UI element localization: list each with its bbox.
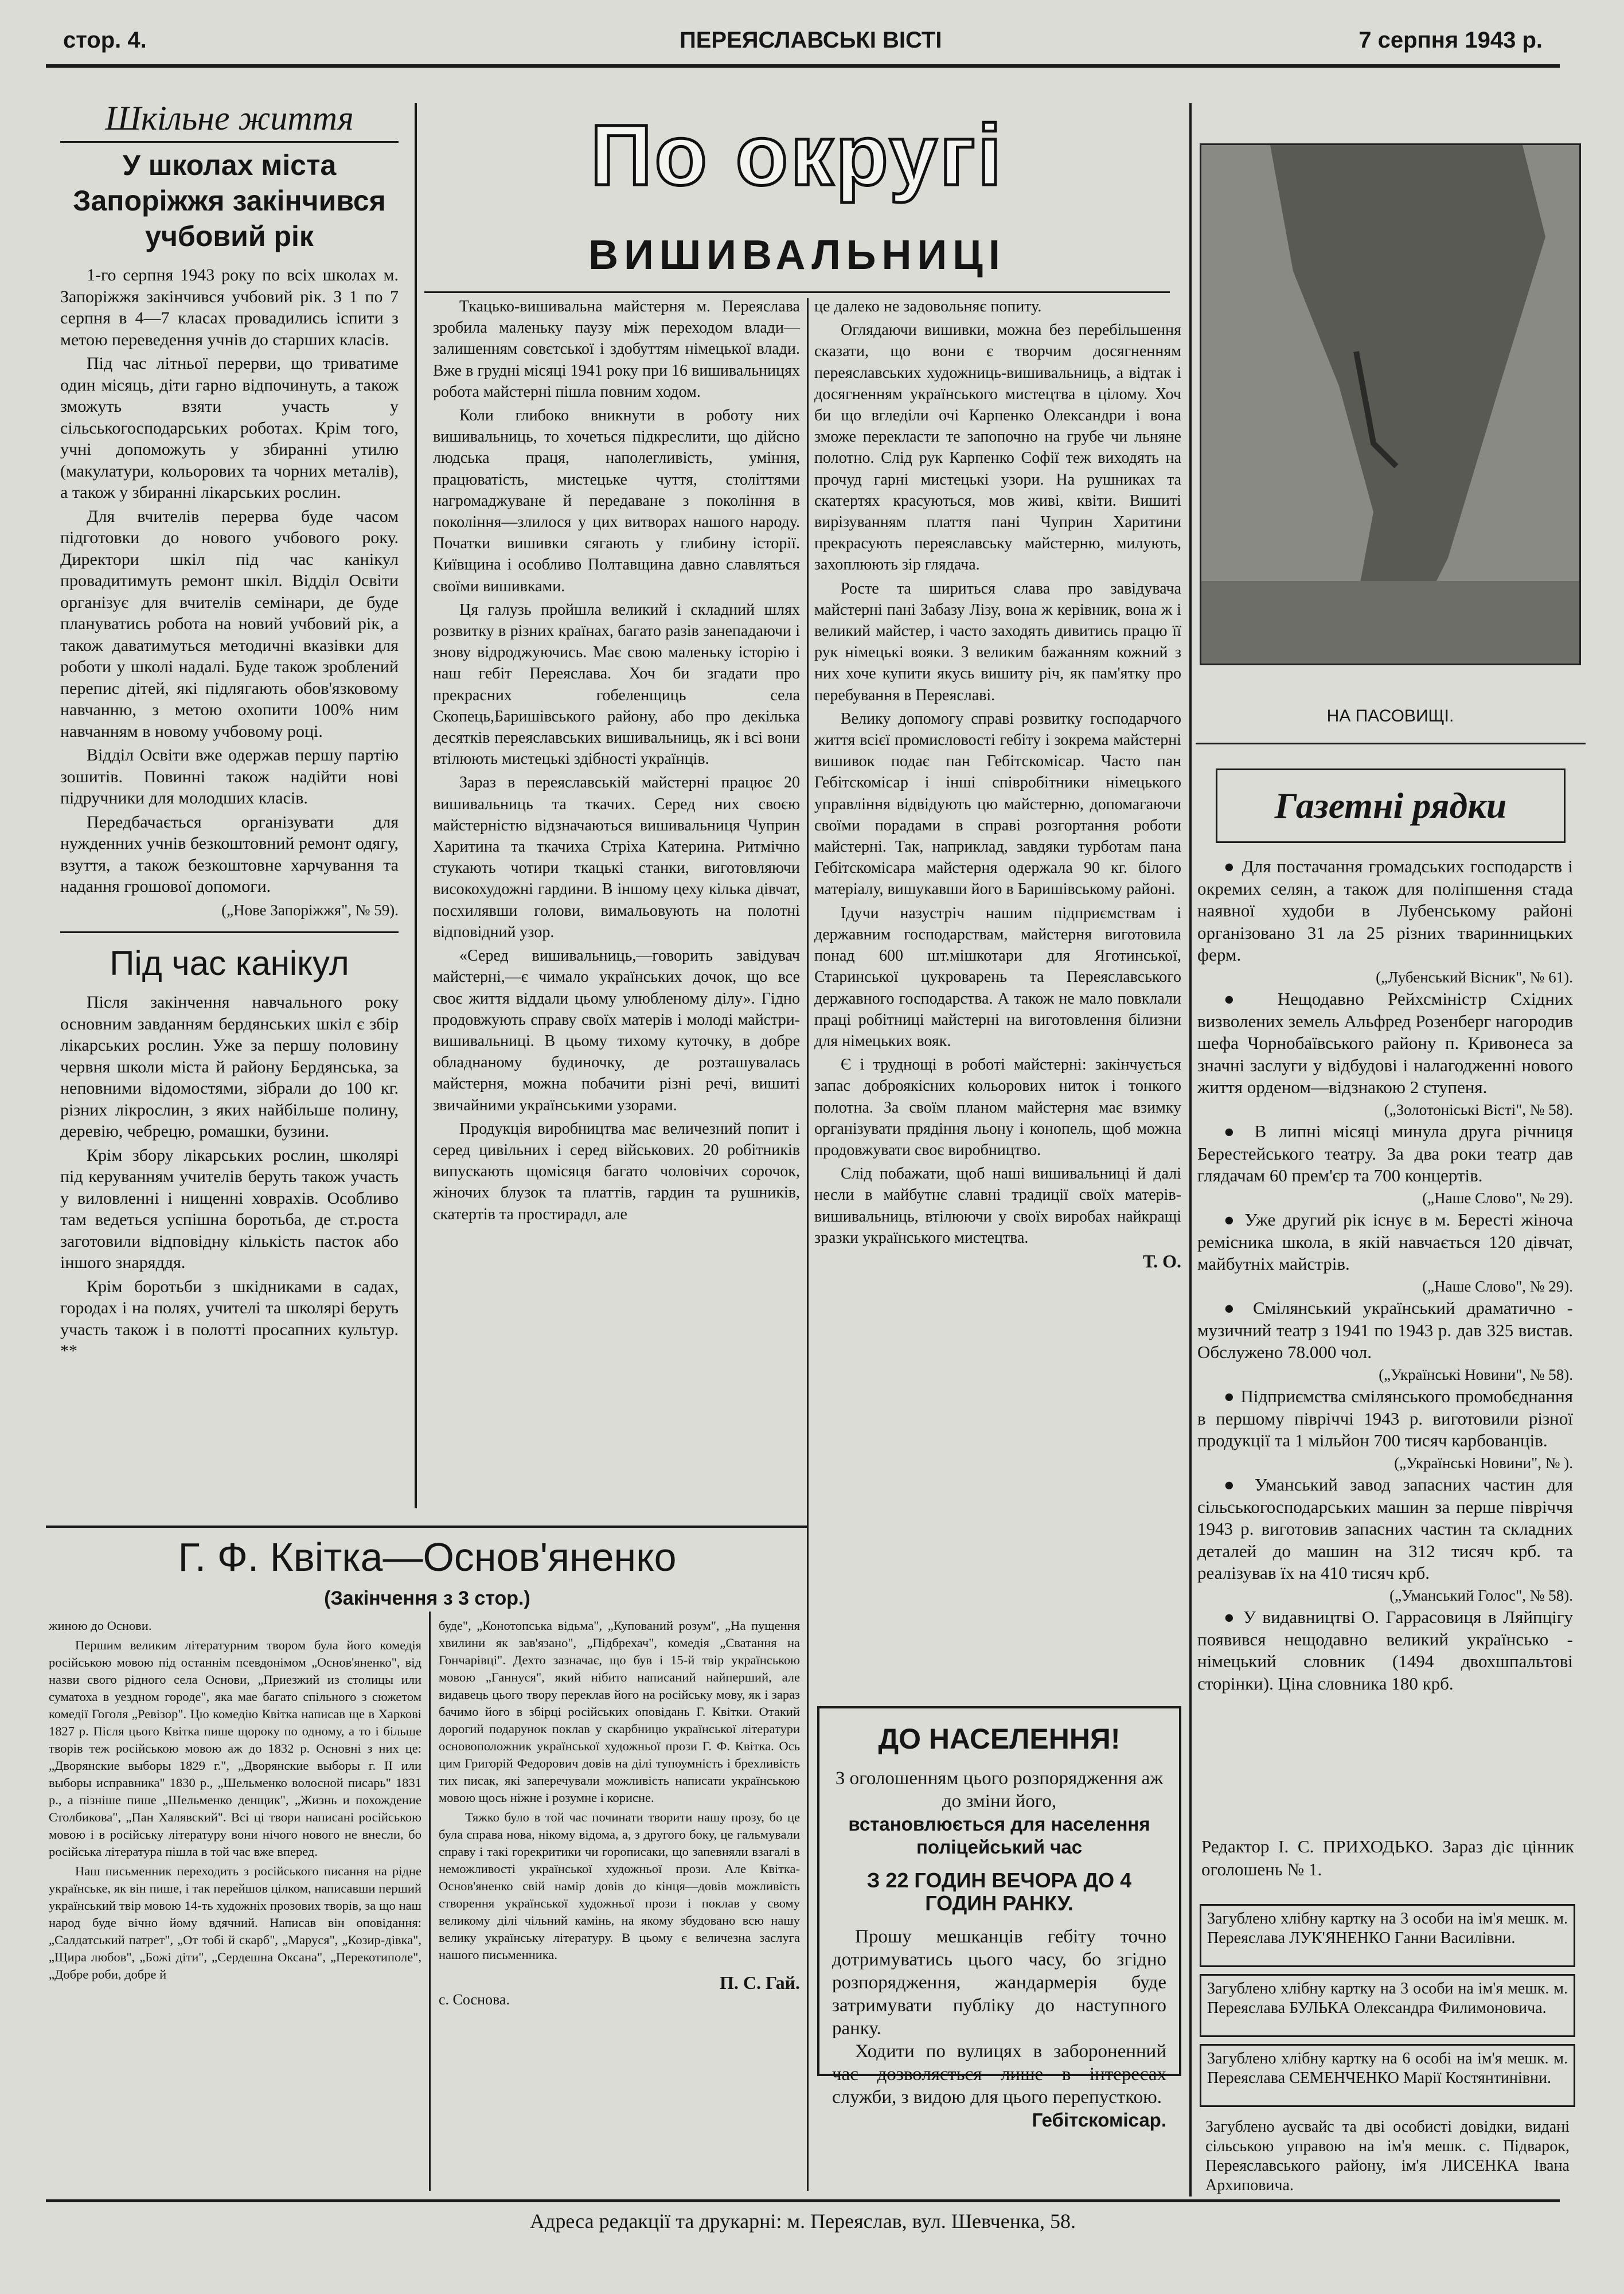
embroiderers-paragraph: Ткацько-вишивальна майстерня м. Переяслава зробила маленьку паузу між переходом влади—залишенням совєтської і здобуттям німецької влади. Вже в грудні місяці 1941 року при 16 вишивальницях робота майстерні пішла повним ходом. bbox=[433, 298, 800, 401]
embroiderers-paragraph: Ідучи назустріч нашим підприємствам і державним господарствам, майстерня виготовила понад 600 шт.мішкотари для Яготинської, Старинської цукроварень та Переяславського державного господарства. А також не мало повклали праці робітниці майстерні на виготовлення білизни для німецьких вояк. bbox=[814, 904, 1181, 1050]
school-paragraph: 1-го серпня 1943 року по всіх школах м. Запоріжжя закінчився учбовий рік. З 1 по 7 серпня в 4—7 класах провадились іспити з метою переведення учнів до старших класів. bbox=[60, 266, 399, 349]
lost-card-ad: Загублено хлібну картку на 3 особи на ім'я мешк. м. Переяслава ЛУК'ЯНЕНКО Ганни Василівни. bbox=[1200, 1904, 1575, 1967]
school-paragraph: Передбачається організувати для нужденних учнів безкоштовний ремонт одягу, взуття, а також безкоштовне харчування та надання грошової допомоги. bbox=[60, 812, 399, 896]
embroiderers-paragraph: Велику допомогу справі розвитку господарчого життя всієї промисловості гебіту і зокрема майстерні вишивок подає пан Гебітскомісар. Часто пан Гебітскомісар і інші співробітники німецького управління відвідують цю майстерню, допомагаючи своїми порадами в справі розгортання роботи майстерні. Так, наприклад, завдяки турботам пана Гебітскомісара майстерня одержала 90 кг. білого матеріалу, вишукавши його в Баришівському районі. bbox=[814, 709, 1181, 899]
school-paragraph: Для вчителів перерва буде часом підготовки до нового учбового року. Директори шкіл під час канікул провадитимуть ремонт шкіл. Відділ Освіти організує для вчителів семінари, де буде плануватись робота на новий учбовий рік, а також даватимуться методичні вказівки для роботи у школі надалі. Буде також зроблений перепис дітей, які підлягають обов'язковому навчанню, з метою охопити 100% ним навчанням в новому учбовому році. bbox=[60, 506, 399, 741]
embroiderers-paragraph: Росте та шириться слава про завідувача майстерні пані Забазу Лізу, вона ж керівник, вона ж і великий майстер, і часто заходять дивитись працю її рук німецькі вояки. З великим бажанням кожний з них хоче купити якусь вишиту річ, як пам'ятку про перебування в Переяславі. bbox=[814, 579, 1181, 704]
kvitka-title: Г. Ф. Квітка—Основ'яненко bbox=[178, 1535, 677, 1579]
address-line: Адреса редакції та друкарні: м. Переяслав, вул. Шевченка, 58. bbox=[530, 2210, 1076, 2233]
news-item: ● Смілянський український драматично - музичний театр з 1941 по 1943 р. дав 325 вистав. Обслужено 78.000 чол. bbox=[1197, 1297, 1573, 1364]
rubric-rule bbox=[60, 141, 399, 143]
bullet-icon bbox=[1224, 1210, 1244, 1230]
article-divider bbox=[60, 931, 399, 933]
kanikuly-title: Під час канікул bbox=[110, 944, 349, 982]
kvitka-paragraph: буде", „Конотопська відьма", „Купований розум", „На пущення хвилини як зав'язано", „Підбрехач", комедія „Сватання на Гончарівці". Дехто зазначає, що був і 15-й твір українською мовою „Ганнуся", який нібито написаний найперший, але видавець цього твору переклав його на російську мову, як і зараз бачимо його в збірці російських оповідань Г. Квітки. Отакий дорогий подарунок поклав у скарбницю української літератури основоположник української художньої прози Г. Ф. Квітка. Ось цим Григорій Федорович довів на ділі тупоумність і брехливість тих писак, які заперечували можливість написати українською мовою щось ніжне і розумне і корисне. bbox=[439, 1618, 800, 1805]
page-header bbox=[63, 28, 1543, 62]
gazetni-ryadky-title: Газетні рядки bbox=[1216, 768, 1566, 843]
embroiderers-rule bbox=[424, 291, 1170, 293]
notice-text: Ходити по вулицях в забороненний час дозволяється лише в інтересах служби, з видою для цього перепусткою. bbox=[832, 2041, 1166, 2108]
embroiderers-col1 bbox=[433, 296, 800, 1227]
newspaper-name: ПЕРЕЯСЛАВСЬКІ ВІСТІ bbox=[680, 28, 942, 53]
embroiderers-paragraph: Ця галузь пройшла великий і складний шлях розвитку в різних країнах, багато разів занепадаючи і знову відроджуючись. Має свою маленьку історію і наш гебіт Переяслава. Хоч би згадати про прекрасних гобеленщиць села Скопець,Баришівського району, або про декілька десятків переяславських вишивальниць, як і всі вони втілюють мистецькі здібності українців. bbox=[433, 600, 800, 768]
kanikuly-body bbox=[60, 992, 399, 1362]
news-source: („Українські Новини", № 58). bbox=[1379, 1366, 1573, 1383]
notice-title: ДО НАСЕЛЕННЯ! bbox=[878, 1723, 1121, 1755]
kanikuly-paragraph: Крім боротьби з шкідниками в садах, городах і на полях, учителі та школярі беруть участь також і в полотті просапних культур. ** bbox=[60, 1277, 399, 1360]
news-item: ● Нещодавно Рейхсміністр Східних визволених земель Альфред Розенберг нагородив шефа Чорнобаївського району п. Кривонеса за значні заслуги у відбудові і налагодженні нового життя орденом—відзнакою 2 ступеня. bbox=[1197, 988, 1573, 1099]
bullet-icon bbox=[1224, 856, 1242, 876]
lost-card-ad: Загублено хлібну картку на 3 особи на ім'я мешк. м. Переяслава БУЛЬКА Олександра Филимоновича. bbox=[1200, 1974, 1575, 2037]
notice-emphasis: встановлюється для населення поліцейський час bbox=[848, 1813, 1150, 1858]
embroiderers-paragraph: Коли глибоко вникнути в роботу них вишивальниць, то хочеться підкреслити, що дійсно людська праця, наполегливість, уміння, працюватість, мистецьке чуття, століттями нагромаджуване й передаване з покоління в покоління—злилося у цих витворах нашого народу. Початки вишивки сягають у глибину історії. Київщина і особливо Полтавщина давно славляться своїми вишивками. bbox=[433, 407, 800, 595]
embroiderers-paragraph: Зараз в переяславській майстерні працює 20 вишивальниць та ткачих. Серед них своєю майстерністю відзначаються вишивальниця Чуприн Харитина та ткачиха Стріха Катерина. Ритмічно стукають чотири ткацькі станки, виготовляючи високохудожні гардини. В іншому цеху кілька дівчат, посхилявши голови, вимальовують на полотні відповідний узор. bbox=[433, 774, 800, 941]
footer-rule bbox=[46, 2199, 1560, 2202]
news-source: („Уманський Голос", № 58). bbox=[1389, 1586, 1573, 1604]
news-item: ● Для постачання громадських господарств і окремих селян, а також для поліпшення стада наявної худоби в Лубенському районі організовано 31 ла 25 різних тваринницьких ферм. bbox=[1197, 856, 1573, 966]
kvitka-col1 bbox=[49, 1617, 421, 1985]
news-source: („Лубенський Вісник", № 61). bbox=[1376, 968, 1573, 986]
lost-documents-ad: Загублено аусвайс та дві особисті довідки, видані сільською управою на ім'я мешк. с. Підварок, Переяславського району, ім'я ЛИСЕНКА Івана Архиповича. bbox=[1205, 2118, 1570, 2194]
embroiderers-paragraph: Продукція виробництва має величезний попит і серед цивільних і серед військових. 20 робітників випускають щомісяця багато чоловічих сорочок, жіночих блузок та платтів, гардин та рушників, скатертів та простирадл, але bbox=[433, 1119, 800, 1223]
embroiderers-signature: Т. О. bbox=[1142, 1250, 1181, 1271]
school-title: У школах міста Запоріжжя закінчився учбовий рік bbox=[73, 149, 386, 252]
school-source: („Нове Запоріжжя", № 59). bbox=[221, 901, 399, 919]
kvitka-paragraph: жиною до Основи. bbox=[49, 1618, 152, 1633]
kvitka-rule bbox=[46, 1526, 809, 1528]
issue-date: 7 серпня 1943 р. bbox=[1358, 28, 1543, 53]
kvitka-subtitle: (Закінчення з 3 стор.) bbox=[324, 1587, 530, 1609]
kanikuly-paragraph: Крім збору лікарських рослин, школярі під керуванням учителів беруть також участь у виловленні і нищенні ховрахів. Особливо там ведеться успішна боротьба, де ст.роста заготовили відповідну кількість пасток або іншого знаряддя. bbox=[60, 1145, 399, 1272]
pasture-photo bbox=[1200, 143, 1581, 665]
notice-signature: Гебітскомісар. bbox=[1032, 2109, 1166, 2131]
kvitka-col2 bbox=[439, 1617, 800, 2008]
news-item: ● Уманський завод запасних частин для сільськогосподарських машин за перше півріччя 1943 р. виготовив запасних частин та складних деталей до машин на 312 тисяч крб. та реалізував їх на 410 тисяч крб. bbox=[1197, 1474, 1573, 1585]
news-source: („Золотоніські Вісті", № 58). bbox=[1384, 1101, 1573, 1118]
news-item: ● Підприємства смілянського промобєднання в першому півріччі 1943 р. виготовили різної продукції та 1 мільйон 700 тисяч карбованців. bbox=[1197, 1386, 1573, 1452]
lost-card-ad: Загублено хлібну картку на 6 особі на ім'я мешк. м. Переяслава СЕМЕНЧЕНКО Марії Костянтинівни. bbox=[1200, 2044, 1575, 2107]
news-source: („Українські Новини", № ). bbox=[1394, 1454, 1573, 1472]
kanikuly-paragraph: Після закінчення навчального року основним завданням бердянських шкіл є збір лікарських рослин. Уже за першу половину червня школи міста й району Бердянська, за неповними відомостями, зібрали до 100 кг. різних лікрослин, з яких найбільше полину, деревію, чебрецю, ромашки, бузини. bbox=[60, 993, 399, 1141]
news-item: ● В липні місяці минула друга річниця Берестейського театру. За два роки театр дав глядачам 60 прем'єр та 700 концертів. bbox=[1197, 1121, 1573, 1187]
embroiderers-col2 bbox=[814, 296, 1181, 1272]
gazetni-ryadky-list bbox=[1197, 856, 1573, 1695]
notice-text: З оголошенням цього розпорядження аж до зміни його, bbox=[835, 1768, 1164, 1812]
school-paragraph: Під час літньої перерви, що триватиме один місяць, діти гарно відпочинуть, а також зможуть взяти участь у сільськогосподарських роботах. Крім того, учні допоможуть у збиранні утилю (макулатури, кольорових та чорних металів), а також у збиранні лікарських рослин. bbox=[60, 354, 399, 502]
column-divider-2 bbox=[807, 298, 809, 2191]
column-divider-3 bbox=[1189, 103, 1192, 2197]
embroiderers-paragraph: Слід побажати, щоб наші вишивальниці й далі несли в майбутнє славні традиції своїх матерів-вишивальниць, втілюючи у своїх виробах найкращі зразки українського мистецтва. bbox=[814, 1165, 1181, 1247]
bullet-icon bbox=[1224, 1386, 1240, 1406]
kvitka-divider bbox=[429, 1612, 431, 2191]
curfew-notice bbox=[817, 1706, 1181, 2131]
school-paragraph: Відділ Освіти вже одержав першу партію зошитів. Повинні також надійти нові підручники для молодших класів. bbox=[60, 746, 399, 807]
bullet-icon bbox=[1224, 1298, 1253, 1318]
news-item: ● У видавництві О. Гаррасовиця в Ляйпцігу появився нещодавно великий українсько - німецький словник (1494 двохшпальтові сторінки). Ціна словника 180 крб. bbox=[1197, 1606, 1573, 1695]
page-number: стор. 4. bbox=[63, 28, 147, 53]
kvitka-paragraph: Першим великим літературним твором була його комедія російською мовою під останнім псевдонімом „Основ'яненко", від назви свого рідного села Основи, „Приезжий из столицы или суматоха в уездном городе", яка мае багато спільного з сюжетом комедії Гоголя „Ревізор". Цю комедію Квітка написав ще в Харкові 1827 р. Після цього Квітка пише щороку по одному, а то і більше творів теж російською мовою аж до 1832 р. Основні з них це: „Дворянские выборы 1829 г.", „Дворянские выборы г. II или выборы исправника" 1830 р., „Шельменко волосной писарь" 1831 р., а пізніше пише „Шельменко денщик", „Жизнь и похождение Столбикова", „Пан Халявский". Всі ці твори написані російською мовою і в російську літературу вони нічого нового не внесли, бо російська література пішла в той час вже вперед. bbox=[49, 1638, 421, 1859]
school-body bbox=[60, 264, 399, 921]
photo-rule bbox=[1196, 743, 1586, 744]
kvitka-place: с. Соснова. bbox=[439, 1991, 510, 2008]
kvitka-paragraph: Наш письменник переходить з російського писання на рідне українське, як він пише, і так перейшов цілком, написавши перший український твір мовою 14-ть художніх прозових творів, за що наш народ буде вічно йому вдячний. Написав він оповідання: „Салдатський патрет", „От тобі й скарб", „Маруся", „Козир-дівка", „Щира любов", „Божі діти", „Сердешна Оксана", „Перекотиполе", „Добре роби, добре й bbox=[49, 1864, 421, 1981]
editor-line: Редактор І. С. ПРИХОДЬКО. Зараз діє цінник оголошень № 1. bbox=[1201, 1836, 1574, 1879]
embroiderers-title: ВИШИВАЛЬНИЦІ bbox=[588, 232, 1006, 278]
bullet-icon bbox=[1224, 989, 1278, 1009]
news-source: („Наше Слово", № 29). bbox=[1422, 1277, 1573, 1295]
bullet-icon bbox=[1224, 1474, 1255, 1495]
curfew-time: З 22 ГОДИН ВЕЧОРА ДО 4 ГОДИН РАНКУ. bbox=[866, 1868, 1132, 1915]
embroiderers-paragraph: «Серед вишивальниць,—говорить завідувач майстерні,—є чимало українських дочок, що все своє життя віддали цьому улюбленому ділу». Гідно продовжують справу своїх матерів і молоді майстри-вишивальниці. В цьому тихому куточку, в добре обладнаному будиночку, де розташувалась майстерня, можна побачити різні речі, вишиті звичайними українськими узорами. bbox=[433, 947, 800, 1114]
embroiderers-paragraph: Оглядаючи вишивки, можна без перебільшення сказати, що вони є творчим досягненням переяславських художниць-вишивальниць, а відтак і досягненням українського мистецтва в цілому. Хоч би що вгледіли очі Карпенко Олександри і вона зможе перекласти те запопочно на грубе чи льняне полотно. Слід рук Карпенко Софії теж виходять на прочуд гарні мистецькі узори. На рушниках та скатертях красуються, мов живі, квіти. Вишиті вирізуванням плаття пані Чуприн Харитини прекрасують переяславську майстерню, милують, захоплюють зір глядача. bbox=[814, 321, 1181, 574]
kvitka-signature: П. С. Гай. bbox=[720, 1972, 800, 1993]
header-rule bbox=[46, 64, 1560, 68]
horse-illustration bbox=[1201, 145, 1579, 664]
embroiderers-paragraph: це далеко не задовольняє попиту. bbox=[814, 298, 1042, 315]
photo-caption: НА ПАСОВИЩІ. bbox=[1326, 707, 1454, 725]
column-divider-1 bbox=[415, 103, 417, 1508]
news-item: ● Уже другий рік існує в м. Бересті жіноча ремісника школа, в якій навчається 120 дівчат, майбутніх майстрів. bbox=[1197, 1209, 1573, 1275]
school-rubric: Шкільне життя bbox=[105, 99, 354, 137]
news-source: („Наше Слово", № 29). bbox=[1422, 1189, 1573, 1207]
school-article bbox=[60, 97, 399, 1364]
po-okruzi-logo: По округі bbox=[590, 107, 1004, 203]
embroiderers-paragraph: Є і труднощі в роботі майстерні: закінчується запас доброякісних кольорових ниток і тонкого полотна. За своїм планом майстерня має взимку організувати прядіння льону і конопель, щоб можна продовжувати своє виробництво. bbox=[814, 1056, 1181, 1159]
bullet-icon bbox=[1224, 1607, 1243, 1627]
notice-text: Прошу мешканців гебіту точно дотримуватись цього часу, бо згідно розпорядження, жандармерія буде затримувати публіку до наступного ранку. bbox=[832, 1926, 1166, 2039]
kvitka-paragraph: Тяжко було в той час починати творити нашу прозу, бо це була справа нова, нікому відома, а, з другого боку, це гальмували справу і такі горекритики чи горописаки, що запевняли взагалі в неможливості української художньої прози. Але Квітка-Основ'яненко свій намір довів до кінця—довів можливість створення української художньої прози і поклав у свому великому ділі чільний камінь, на якому збудовано всю нашу велику українську літературу. В цьому є величезна заслуга нашого письменника. bbox=[439, 1810, 800, 1962]
bullet-icon bbox=[1224, 1121, 1255, 1141]
